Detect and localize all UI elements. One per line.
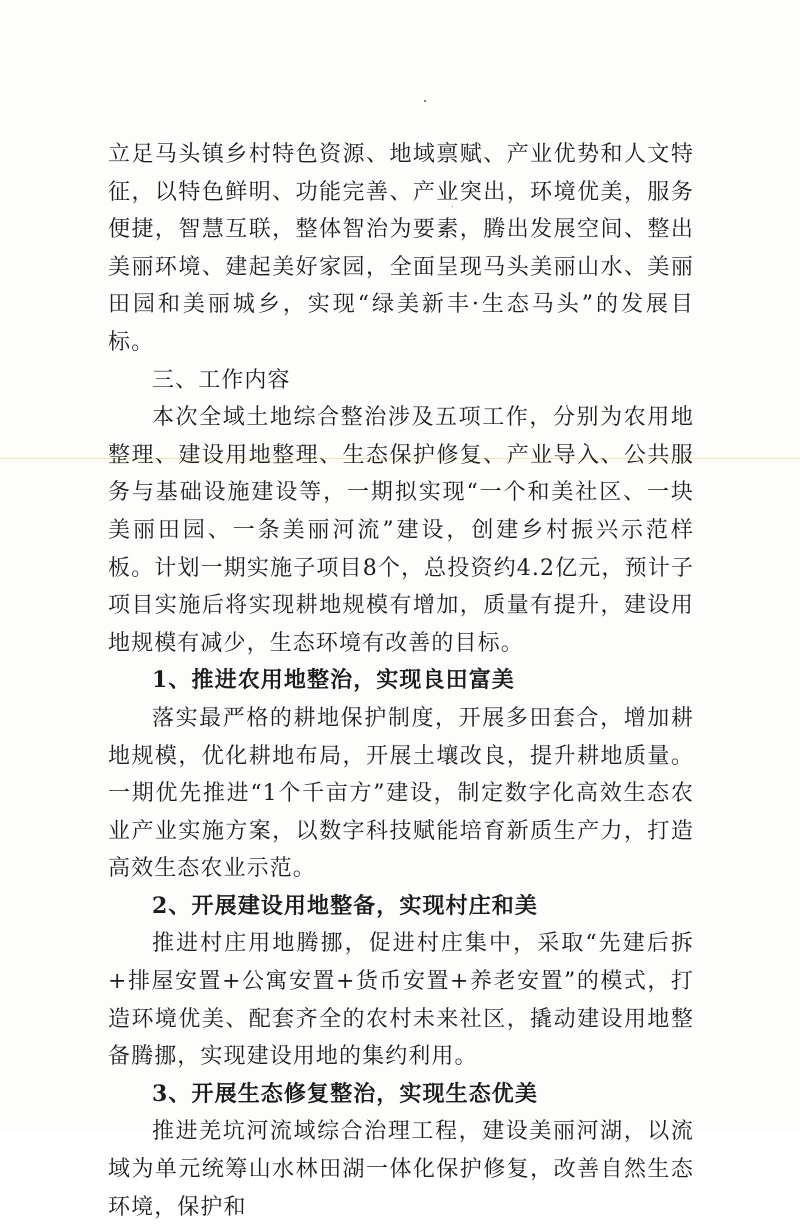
paragraph-farmland: 落实最严格的耕地保护制度，开展多田套合，增加耕地规模，优化耕地布局，开展土壤改良，提升耕地质量。一期优先推进“1个千亩方”建设，制定数字化高效生态农业产业实施方案，以数字科技赋能培育新质生产力，打造高效生态农业示范。 (108, 705, 694, 882)
paragraph-goal: 立足马头镇乡村特色资源、地域禀赋、产业优势和人文特征，以特色鲜明、功能完善、产业突出，环境优美，服务便捷，智慧互联，整体智治为要素，腾出发展空间、整出美丽环境、建起美好家园，全面呈现马头美丽山水、美丽田园和美丽城乡，实现“绿美新丰·生态马头”的发展目标。 (108, 142, 694, 355)
scan-speck (424, 100, 426, 102)
paragraph-ecology: 推进羌坑河流域综合治理工程，建设美丽河湖，以流域为单元统筹山水林田湖一体化保护修复，改善自然生态环境，保护和 (108, 1119, 694, 1220)
section-heading-work-content: 三、工作内容 (152, 367, 291, 393)
paragraph-construction-land: 推进村庄用地腾挪，促进村庄集中，采取“先建后拆+排屋安置+公寓安置+货币安置+养老安置”的模式，打造环境优美、配套齐全的农村未来社区，撬动建设用地整备腾挪，实现建设用地的集约利用。 (108, 931, 694, 1070)
document-body (108, 136, 694, 1226)
paragraph-work-overview: 本次全域土地综合整治涉及五项工作，分别为农用地整理、建设用地整理、生态保护修复、产业导入、公共服务与基础设施建设等，一期拟实现“一个和美社区、一块美丽田园、一条美丽河流”建设，创建乡村振兴示范样板。计划一期实施子项目8个，总投资约4.2亿元，预计子项目实施后将实现耕地规模有增加，质量有提升，建设用地规模有减少，生态环境有改善的目标。 (108, 405, 694, 656)
subheading-ecology: 3、开展生态修复整治，实现生态优美 (152, 1080, 539, 1107)
subheading-construction-land: 2、开展建设用地整备，实现村庄和美 (152, 892, 539, 919)
subheading-farmland: 1、推进农用地整治，实现良田富美 (152, 667, 515, 694)
